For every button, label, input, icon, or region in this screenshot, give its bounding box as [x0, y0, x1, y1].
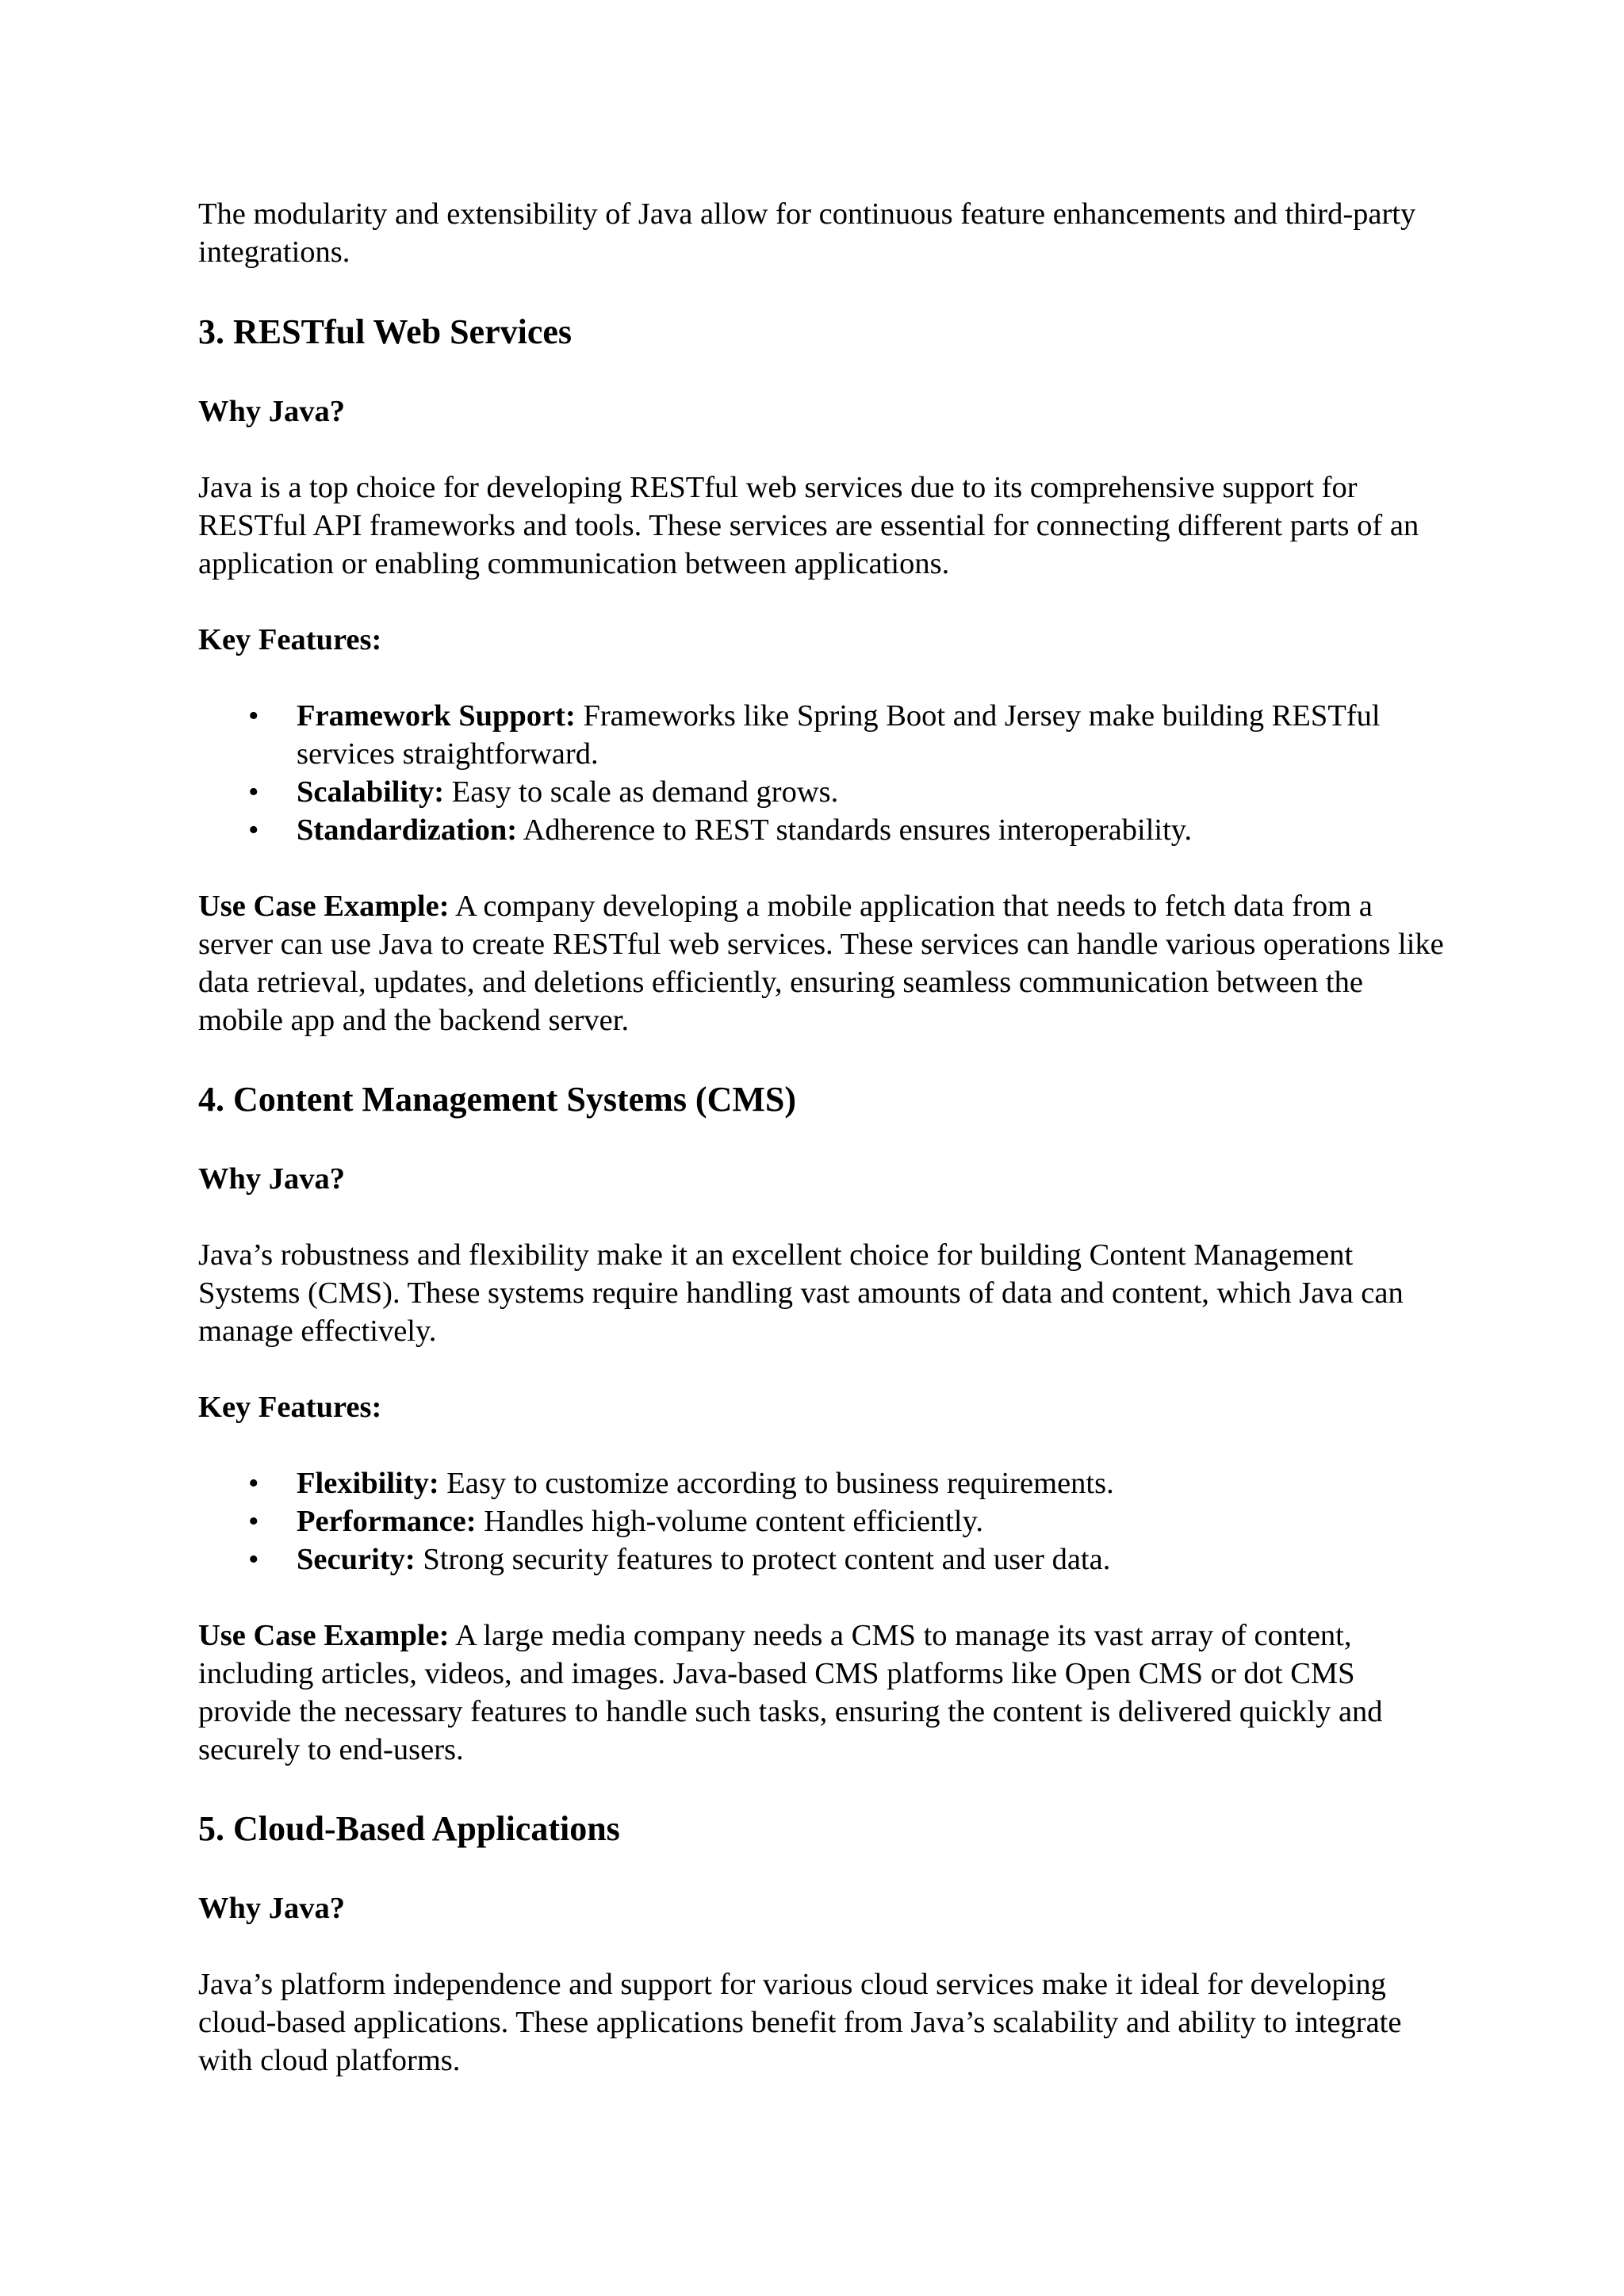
section-restful-web-services	[198, 312, 1451, 1039]
why-java-paragraph: Java’s platform independence and support for various cloud services make it ideal for developing cloud-based applications. These applications benefit from Java’s scalability and ability to integrate with cloud platforms.	[198, 1968, 1402, 2077]
bullet-icon: •	[248, 813, 259, 847]
feature-description: Adherence to REST standards ensures interoperability.	[517, 813, 1193, 847]
section-heading: 3. RESTful Web Services	[198, 312, 573, 351]
why-java-subheading: Why Java?	[198, 395, 346, 428]
use-case-label: Use Case Example:	[198, 1619, 450, 1652]
why-java-paragraph: Java’s robustness and flexibility make it an excellent choice for building Content Management Systems (CMS). These systems require handling vast amounts of data and content, which Java can manage effectively.	[198, 1238, 1404, 1348]
feature-description: Frameworks like Spring Boot and Jersey make building RESTful services straightforward.	[297, 699, 1381, 771]
feature-description: Easy to customize according to business requirements.	[439, 1467, 1114, 1500]
feature-term: Standardization:	[297, 813, 518, 847]
feature-description: Easy to scale as demand grows.	[444, 775, 839, 809]
document-page	[198, 195, 1451, 2080]
feature-term: Scalability:	[297, 775, 445, 809]
why-java-paragraph: Java is a top choice for developing RESTful web services due to its comprehensive support for RESTful API frameworks and tools. These services are essential for connecting different parts of an application or enabling communication between applications.	[198, 471, 1419, 580]
use-case-label: Use Case Example:	[198, 890, 450, 923]
feature-term: Framework Support:	[297, 699, 576, 733]
list-item	[198, 1540, 1451, 1578]
list-item	[198, 697, 1451, 773]
section-heading: 5. Cloud-Based Applications	[198, 1809, 620, 1848]
feature-term: Flexibility:	[297, 1467, 439, 1500]
feature-description: Handles high-volume content efficiently.	[476, 1505, 983, 1538]
use-case-paragraph	[198, 887, 1451, 1039]
list-item	[198, 773, 1451, 811]
bullet-icon: •	[248, 1467, 259, 1500]
bullet-icon: •	[248, 699, 259, 733]
key-features-list	[198, 697, 1451, 849]
use-case-text: A company developing a mobile application that needs to fetch data from a server can use Java to create RESTful web services. These services can handle various operations like data retrieval, updates, and deletions efficiently, ensuring seamless communication between the mobile app and the backend server.	[198, 890, 1444, 1037]
why-java-subheading: Why Java?	[198, 1162, 346, 1196]
feature-term: Performance:	[297, 1505, 477, 1538]
key-features-subheading: Key Features:	[198, 1391, 382, 1424]
bullet-icon: •	[248, 1543, 259, 1576]
bullet-icon: •	[248, 775, 259, 809]
key-features-subheading: Key Features:	[198, 623, 382, 656]
list-item	[198, 811, 1451, 849]
key-features-list	[198, 1464, 1451, 1578]
list-item	[198, 1464, 1451, 1502]
list-item	[198, 1502, 1451, 1540]
use-case-paragraph	[198, 1617, 1451, 1769]
bullet-icon: •	[248, 1505, 259, 1538]
section-cloud-based-applications	[198, 1808, 1451, 2080]
section-heading: 4. Content Management Systems (CMS)	[198, 1080, 797, 1119]
why-java-subheading: Why Java?	[198, 1892, 346, 1925]
feature-term: Security:	[297, 1543, 416, 1576]
intro-paragraph: The modularity and extensibility of Java allow for continuous feature enhancements and third-party integrations.	[198, 197, 1416, 269]
section-content-management-systems	[198, 1079, 1451, 1769]
feature-description: Strong security features to protect content and user data.	[415, 1543, 1111, 1576]
use-case-text: A large media company needs a CMS to manage its vast array of content, including articles, videos, and images. Java-based CMS platforms like Open CMS or dot CMS provide the necessary features to handle such tasks, ensuring the content is delivered quickly and securely to end-users.	[198, 1619, 1383, 1766]
